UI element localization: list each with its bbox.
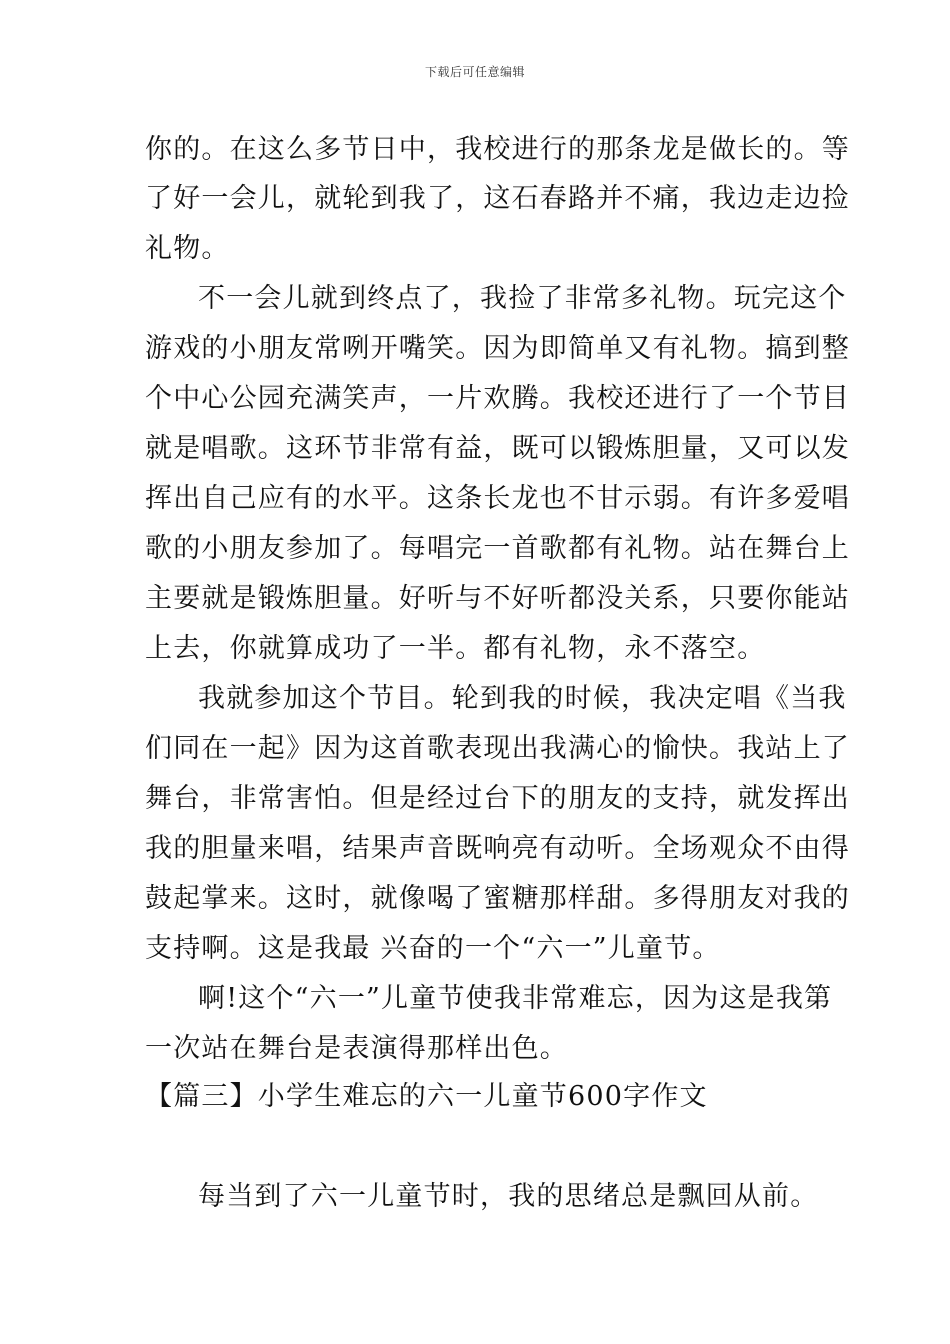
- text-line: 歌的小朋友参加了。每唱完一首歌都有礼物。站在舞台上: [145, 533, 850, 564]
- text-line: 了好一会儿，就轮到我了，这石春路并不痛，我边走边捡: [145, 183, 850, 214]
- text-line: 礼物。: [145, 233, 230, 264]
- paragraph-first-line: 每当到了六一儿童节时，我的思绪总是飘回从前。: [198, 1181, 819, 1212]
- paragraph-first-line: 不一会儿就到终点了，我捡了非常多礼物。玩完这个: [198, 283, 847, 314]
- text-line: 支持啊。这是我最 兴奋的一个“六一”儿童节。: [145, 933, 721, 964]
- text-line: 你的。在这么多节日中，我校进行的那条龙是做长的。等: [145, 134, 850, 165]
- text-line: 游戏的小朋友常咧开嘴笑。因为即简单又有礼物。搞到整: [145, 333, 850, 364]
- page-header: 下载后可任意编辑: [424, 65, 525, 79]
- section-heading: 【篇三】小学生难忘的六一儿童节600字作文: [145, 1081, 708, 1112]
- paragraph-first-line: 我就参加这个节目。轮到我的时候，我决定唱《当我: [198, 683, 847, 714]
- text-line: 们同在一起》因为这首歌表现出我满心的愉快。我站上了: [145, 733, 850, 764]
- paragraph-first-line: 啊!这个“六一”儿童节使我非常难忘，因为这是我第: [198, 983, 833, 1014]
- text-line: 一次站在舞台是表演得那样出色。: [145, 1033, 568, 1064]
- text-line: 个中心公园充满笑声，一片欢腾。我校还进行了一个节目: [145, 383, 850, 414]
- text-line: 舞台，非常害怕。但是经过台下的朋友的支持，就发挥出: [145, 783, 850, 814]
- text-line: 挥出自己应有的水平。这条长龙也不甘示弱。有许多爱唱: [145, 483, 850, 514]
- text-line: 就是唱歌。这环节非常有益，既可以锻炼胆量，又可以发: [145, 433, 850, 464]
- text-line: 主要就是锻炼胆量。好听与不好听都没关系，只要你能站: [145, 583, 850, 614]
- text-line: 我的胆量来唱，结果声音既响亮有动听。全场观众不由得: [145, 833, 850, 864]
- text-line: 上去，你就算成功了一半。都有礼物，永不落空。: [145, 633, 766, 664]
- text-line: 鼓起掌来。这时，就像喝了蜜糖那样甜。多得朋友对我的: [145, 883, 850, 914]
